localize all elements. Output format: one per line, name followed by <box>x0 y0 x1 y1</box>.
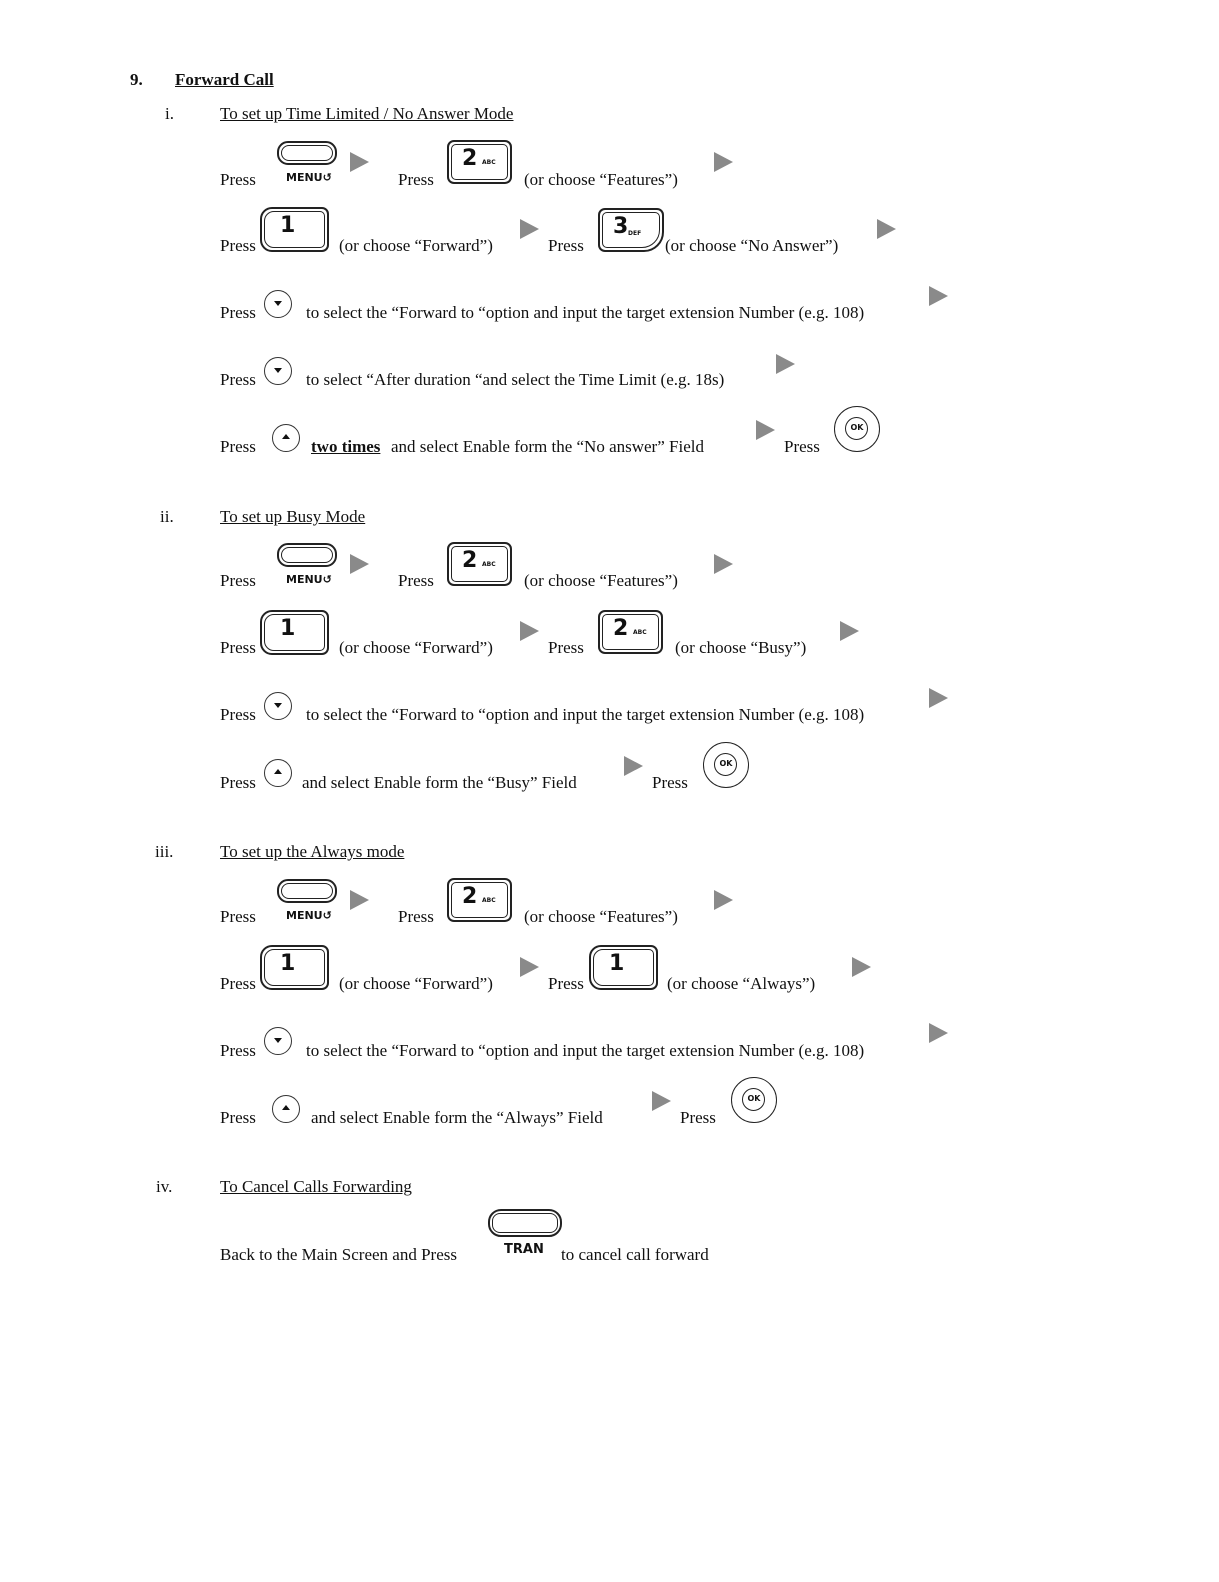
press-text: Press <box>398 170 434 189</box>
key-2-icon: 2 ABC <box>447 140 512 184</box>
forward-text: (or choose “Forward”) <box>339 236 493 255</box>
enable-text: and select Enable form the “No answer” Field <box>391 437 704 456</box>
cancel-text: to cancel call forward <box>561 1245 709 1264</box>
press-text: Press <box>652 773 688 792</box>
subsection-heading: To Cancel Calls Forwarding <box>220 1177 412 1196</box>
menu-key-label: MENU↺ <box>286 909 332 922</box>
key-1-icon: 1 <box>260 610 329 655</box>
arrow-right-icon <box>714 890 733 910</box>
after-duration-text: to select “After duration “and select the Time Limit (e.g. 18s) <box>306 370 725 389</box>
arrow-right-icon <box>350 554 369 574</box>
enable-text: and select Enable form the “Always” Field <box>311 1108 603 1127</box>
menu-key-icon <box>277 141 337 165</box>
arrow-right-icon <box>714 554 733 574</box>
press-text: Press <box>548 236 584 255</box>
press-text: Press <box>398 571 434 590</box>
press-text: Press <box>398 907 434 926</box>
nav-up-icon <box>272 1095 300 1123</box>
forward-to-text: to select the “Forward to “option and input the target extension Number (e.g. 108) <box>306 1041 865 1060</box>
arrow-right-icon <box>776 354 795 374</box>
arrow-right-icon <box>840 621 859 641</box>
section-title: Forward Call <box>175 70 274 89</box>
arrow-right-icon <box>350 152 369 172</box>
menu-key-icon <box>277 879 337 903</box>
arrow-right-icon <box>624 756 643 776</box>
forward-text: (or choose “Forward”) <box>339 638 493 657</box>
features-text: (or choose “Features”) <box>524 170 678 189</box>
subsection-heading: To set up Time Limited / No Answer Mode <box>220 104 514 123</box>
nav-down-icon <box>264 692 292 720</box>
forward-text: (or choose “Forward”) <box>339 974 493 993</box>
press-text: Press <box>220 1041 256 1060</box>
arrow-right-icon <box>714 152 733 172</box>
key-1-icon: 1 <box>260 945 329 990</box>
key-1-icon: 1 <box>260 207 329 252</box>
press-text: Press <box>220 1108 256 1127</box>
subsection-number: ii. <box>160 507 174 526</box>
key-2-icon: 2 ABC <box>447 542 512 586</box>
press-text: Press <box>220 638 256 657</box>
arrow-right-icon <box>877 219 896 239</box>
arrow-right-icon <box>520 219 539 239</box>
arrow-right-icon <box>852 957 871 977</box>
always-text: (or choose “Always”) <box>667 974 816 993</box>
enable-text: and select Enable form the “Busy” Field <box>302 773 577 792</box>
arrow-right-icon <box>929 1023 948 1043</box>
back-text: Back to the Main Screen and Press <box>220 1245 457 1264</box>
arrow-right-icon <box>520 621 539 641</box>
key-2-icon: 2 ABC <box>447 878 512 922</box>
subsection-heading: To set up the Always mode <box>220 842 405 861</box>
press-text: Press <box>220 236 256 255</box>
nav-down-icon <box>264 290 292 318</box>
tran-key-icon <box>488 1209 562 1237</box>
busy-text: (or choose “Busy”) <box>675 638 807 657</box>
key-1-icon: 1 <box>589 945 658 990</box>
press-text: Press <box>220 303 256 322</box>
arrow-right-icon <box>756 420 775 440</box>
press-text: Press <box>220 437 256 456</box>
subsection-heading: To set up Busy Mode <box>220 507 366 526</box>
features-text: (or choose “Features”) <box>524 571 678 590</box>
ok-key-icon: OK <box>703 742 749 788</box>
press-text: Press <box>220 907 256 926</box>
press-text: Press <box>220 974 256 993</box>
nav-up-icon <box>272 424 300 452</box>
press-text: Press <box>220 773 256 792</box>
no-answer-text: (or choose “No Answer”) <box>665 236 839 255</box>
press-text: Press <box>220 705 256 724</box>
nav-down-icon <box>264 357 292 385</box>
press-text: Press <box>220 170 256 189</box>
press-text: Press <box>784 437 820 456</box>
forward-to-text: to select the “Forward to “option and input the target extension Number (e.g. 108) <box>306 705 865 724</box>
subsection-number: i. <box>165 104 174 123</box>
menu-key-label: MENU↺ <box>286 171 332 184</box>
tran-key-label: TRAN <box>504 1242 544 1257</box>
ok-key-icon: OK <box>731 1077 777 1123</box>
key-3-icon: 3 DEF <box>598 208 664 252</box>
press-text: Press <box>548 638 584 657</box>
features-text: (or choose “Features”) <box>524 907 678 926</box>
nav-down-icon <box>264 1027 292 1055</box>
subsection-number: iii. <box>155 842 174 861</box>
section-number: 9. <box>130 70 143 89</box>
arrow-right-icon <box>929 286 948 306</box>
ok-key-icon: OK <box>834 406 880 452</box>
menu-key-label: MENU↺ <box>286 573 332 586</box>
arrow-right-icon <box>520 957 539 977</box>
menu-key-icon <box>277 543 337 567</box>
subsection-number: iv. <box>156 1177 173 1196</box>
press-text: Press <box>548 974 584 993</box>
arrow-right-icon <box>929 688 948 708</box>
press-text: Press <box>220 571 256 590</box>
nav-up-icon <box>264 759 292 787</box>
arrow-right-icon <box>652 1091 671 1111</box>
press-text: Press <box>680 1108 716 1127</box>
forward-to-text: to select the “Forward to “option and input the target extension Number (e.g. 108) <box>306 303 865 322</box>
arrow-right-icon <box>350 890 369 910</box>
key-2-icon: 2 ABC <box>598 610 663 654</box>
two-times-text: two times <box>311 437 381 456</box>
press-text: Press <box>220 370 256 389</box>
